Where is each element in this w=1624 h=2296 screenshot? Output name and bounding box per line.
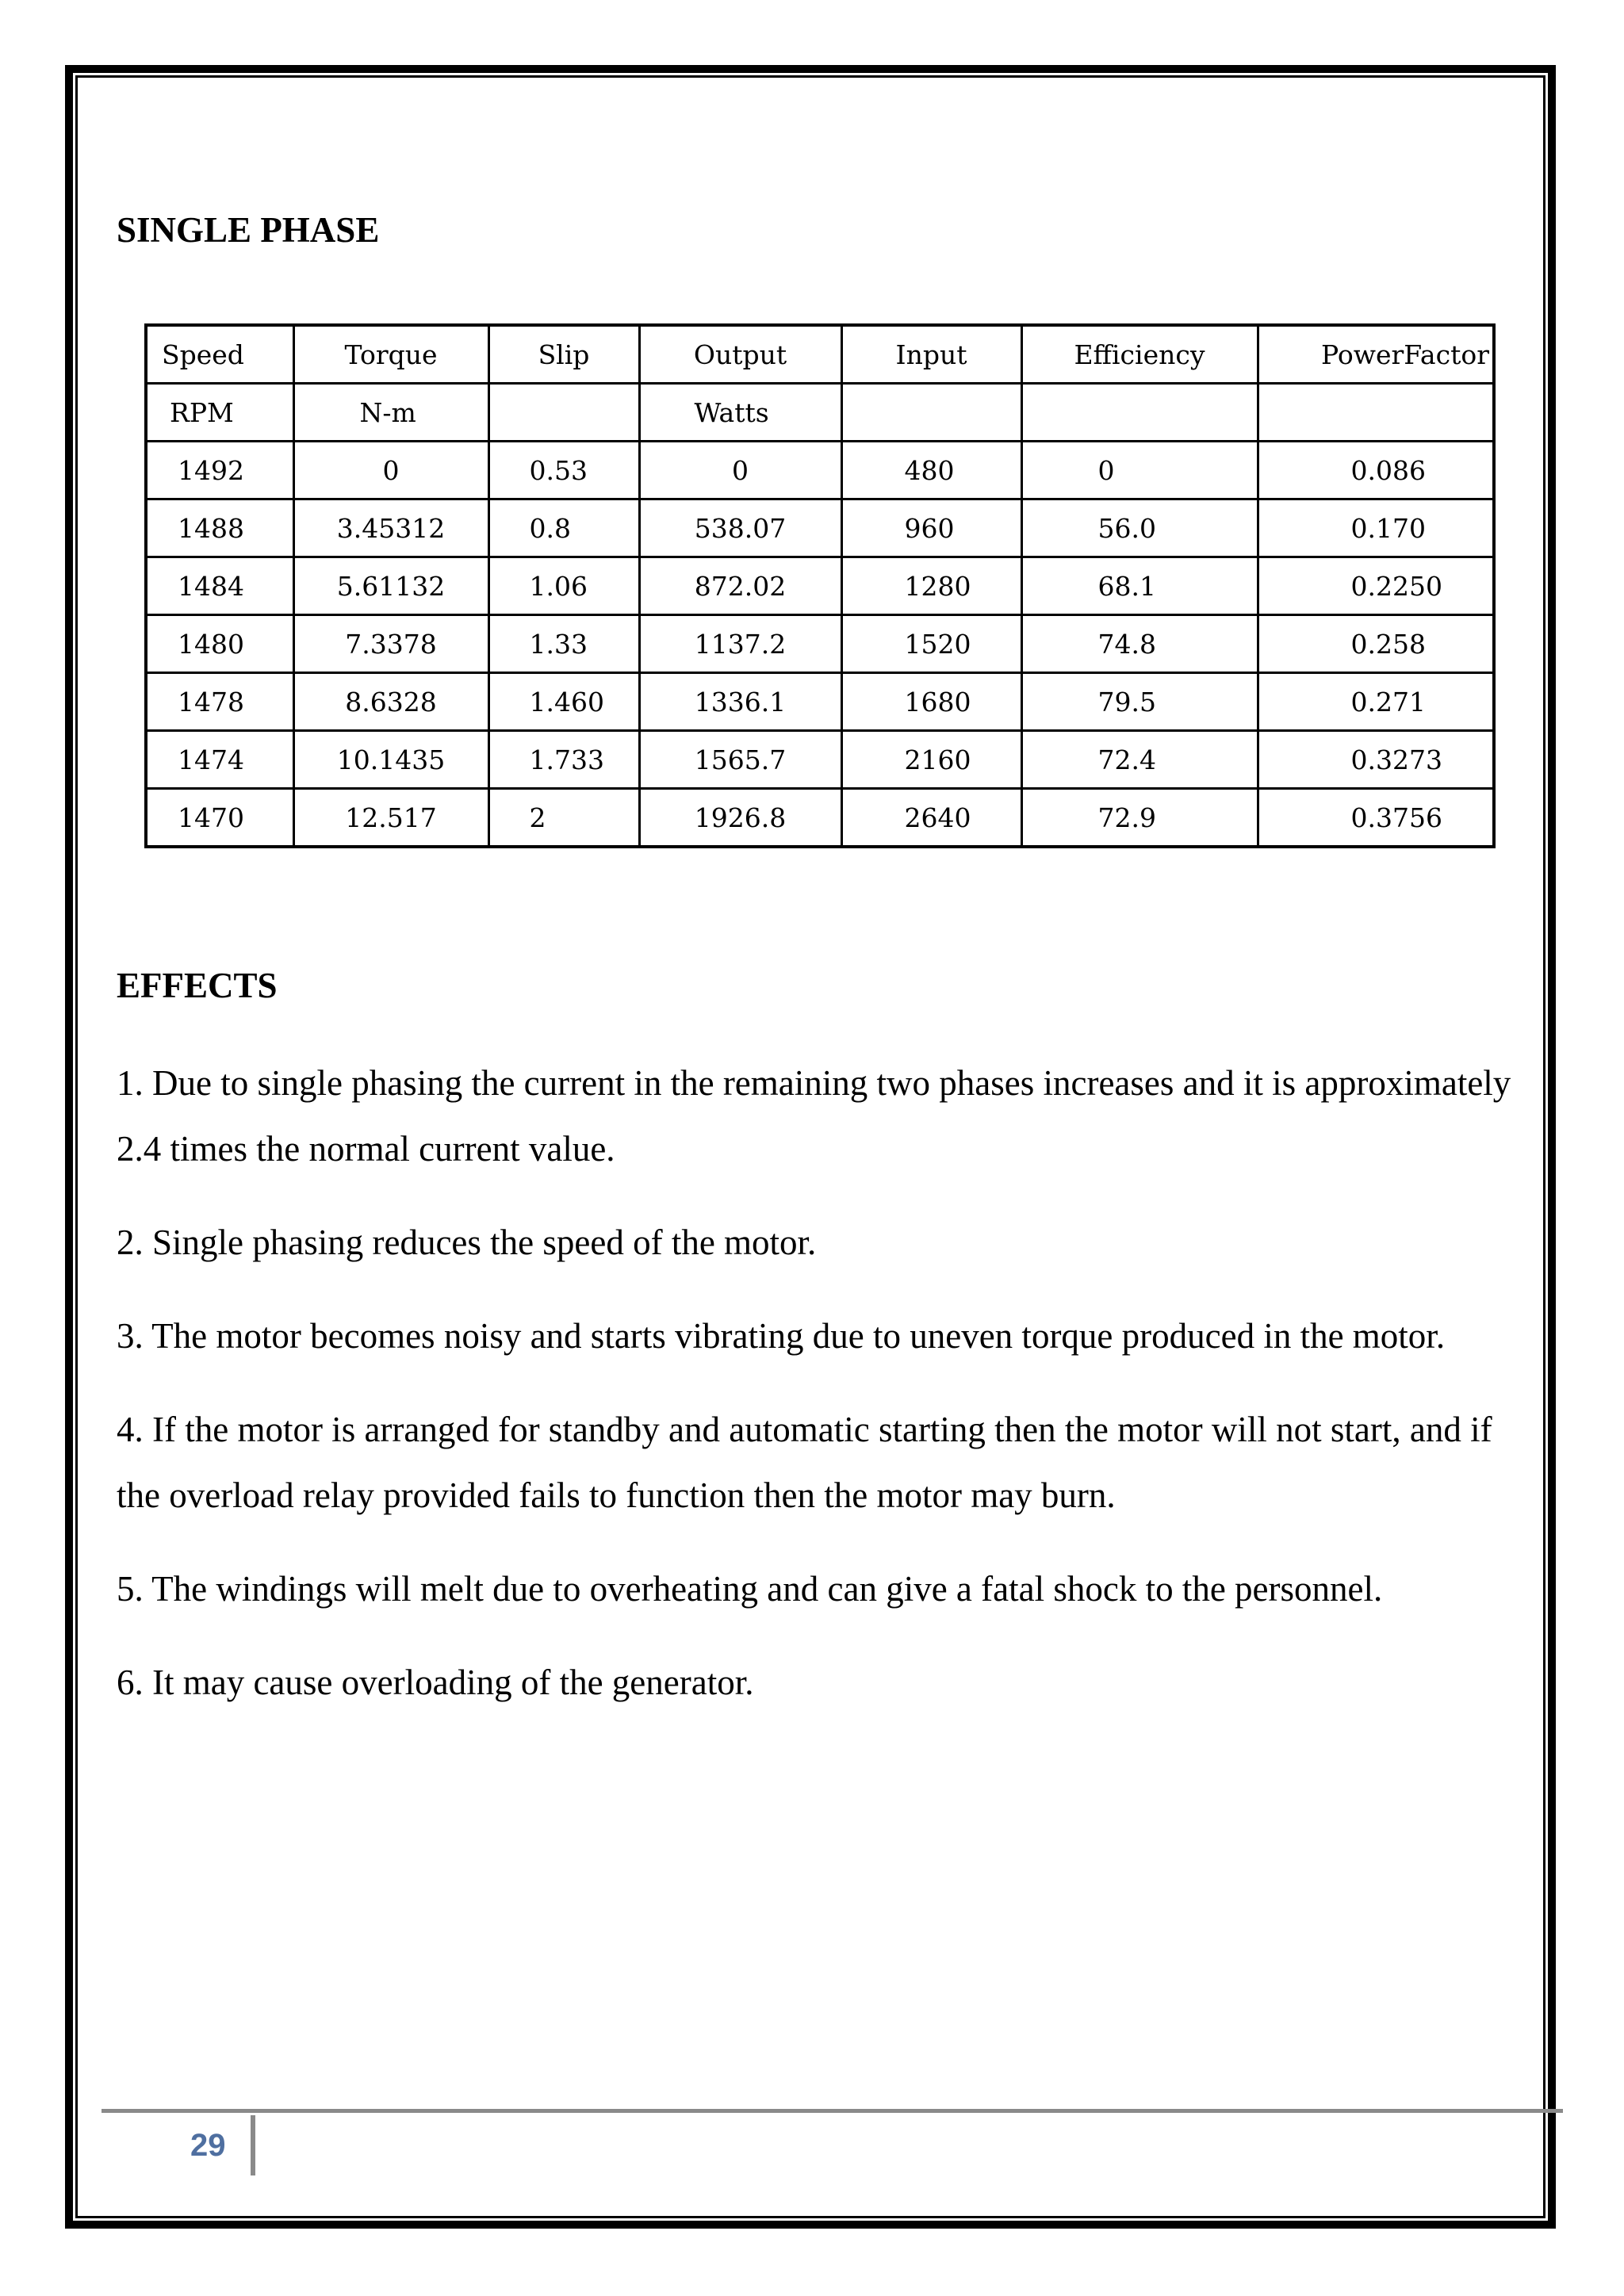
- cell-efficiency: 0: [1021, 442, 1258, 499]
- cell-speed: 1484: [146, 557, 293, 615]
- cell-output: 1565.7: [639, 731, 841, 789]
- cell-slip: 1.33: [488, 615, 639, 673]
- cell-torque: 7.3378: [293, 615, 488, 673]
- cell-speed: 1492: [146, 442, 293, 499]
- cell-input: 2160: [841, 731, 1021, 789]
- page-number: 29: [190, 2128, 226, 2163]
- table-row: [146, 442, 1494, 499]
- cell-slip: 0.8: [488, 499, 639, 557]
- cell-power-factor: 0.2250: [1258, 557, 1494, 615]
- cell-power-factor: 0.258: [1258, 615, 1494, 673]
- cell-power-factor: 0.170: [1258, 499, 1494, 557]
- cell-output: 1336.1: [639, 673, 841, 731]
- cell-speed: 1474: [146, 731, 293, 789]
- cell-input: 960: [841, 499, 1021, 557]
- performance-table: [144, 323, 1496, 848]
- unit-torque: N-m: [293, 384, 488, 442]
- effect-item: 1. Due to single phasing the current in the remaining two phases increases and it is approximately 2.4 times the normal current value.: [117, 1063, 1511, 1169]
- cell-input: 2640: [841, 789, 1021, 848]
- cell-power-factor: 0.3273: [1258, 731, 1494, 789]
- table-row: [146, 789, 1494, 848]
- table-row: [146, 615, 1494, 673]
- cell-speed: 1488: [146, 499, 293, 557]
- cell-speed: 1480: [146, 615, 293, 673]
- table-units-row: [146, 384, 1494, 442]
- table-header-row: [146, 325, 1494, 384]
- table-row: [146, 557, 1494, 615]
- cell-efficiency: 72.4: [1021, 731, 1258, 789]
- header-slip: Slip: [488, 325, 639, 384]
- unit-input: [841, 384, 1021, 442]
- header-torque: Torque: [293, 325, 488, 384]
- cell-input: 1280: [841, 557, 1021, 615]
- table-row: [146, 499, 1494, 557]
- cell-efficiency: 72.9: [1021, 789, 1258, 848]
- cell-speed: 1478: [146, 673, 293, 731]
- cell-slip: 2: [488, 789, 639, 848]
- unit-slip: [488, 384, 639, 442]
- header-power-factor: PowerFactor: [1258, 325, 1494, 384]
- header-speed: Speed: [146, 325, 293, 384]
- cell-torque: 8.6328: [293, 673, 488, 731]
- effect-item: 3. The motor becomes noisy and starts vibrating due to uneven torque produced in the motor.: [117, 1316, 1446, 1356]
- header-efficiency: Efficiency: [1021, 325, 1258, 384]
- cell-torque: 10.1435: [293, 731, 488, 789]
- cell-efficiency: 56.0: [1021, 499, 1258, 557]
- section-title: SINGLE PHASE: [117, 210, 380, 250]
- cell-input: 480: [841, 442, 1021, 499]
- effects-title: EFFECTS: [117, 966, 278, 1005]
- unit-speed: RPM: [146, 384, 293, 442]
- cell-efficiency: 79.5: [1021, 673, 1258, 731]
- cell-slip: 1.733: [488, 731, 639, 789]
- cell-input: 1680: [841, 673, 1021, 731]
- cell-speed: 1470: [146, 789, 293, 848]
- effect-item: 5. The windings will melt due to overheating and can give a fatal shock to the personnel.: [117, 1569, 1383, 1609]
- header-input: Input: [841, 325, 1021, 384]
- unit-output: Watts: [639, 384, 841, 442]
- cell-efficiency: 68.1: [1021, 557, 1258, 615]
- table-row: [146, 731, 1494, 789]
- unit-efficiency: [1021, 384, 1258, 442]
- cell-output: 1137.2: [639, 615, 841, 673]
- cell-output: 538.07: [639, 499, 841, 557]
- cell-slip: 1.460: [488, 673, 639, 731]
- unit-power-factor: [1258, 384, 1494, 442]
- page-number-divider: [251, 2115, 255, 2175]
- cell-output: 872.02: [639, 557, 841, 615]
- cell-torque: 0: [293, 442, 488, 499]
- cell-efficiency: 74.8: [1021, 615, 1258, 673]
- header-output: Output: [639, 325, 841, 384]
- cell-output: 0: [639, 442, 841, 499]
- cell-torque: 5.61132: [293, 557, 488, 615]
- cell-output: 1926.8: [639, 789, 841, 848]
- effect-item: 4. If the motor is arranged for standby and automatic starting then the motor will not start, and if the overload relay provided fails to function then the motor may burn.: [117, 1410, 1492, 1515]
- cell-power-factor: 0.086: [1258, 442, 1494, 499]
- cell-slip: 1.06: [488, 557, 639, 615]
- footer-divider: [102, 2109, 1563, 2113]
- table-row: [146, 673, 1494, 731]
- cell-power-factor: 0.3756: [1258, 789, 1494, 848]
- cell-torque: 3.45312: [293, 499, 488, 557]
- cell-power-factor: 0.271: [1258, 673, 1494, 731]
- cell-slip: 0.53: [488, 442, 639, 499]
- effect-item: 6. It may cause overloading of the generator.: [117, 1663, 754, 1702]
- cell-input: 1520: [841, 615, 1021, 673]
- effect-item: 2. Single phasing reduces the speed of the motor.: [117, 1223, 817, 1262]
- cell-torque: 12.517: [293, 789, 488, 848]
- effects-list: [117, 1050, 1544, 1743]
